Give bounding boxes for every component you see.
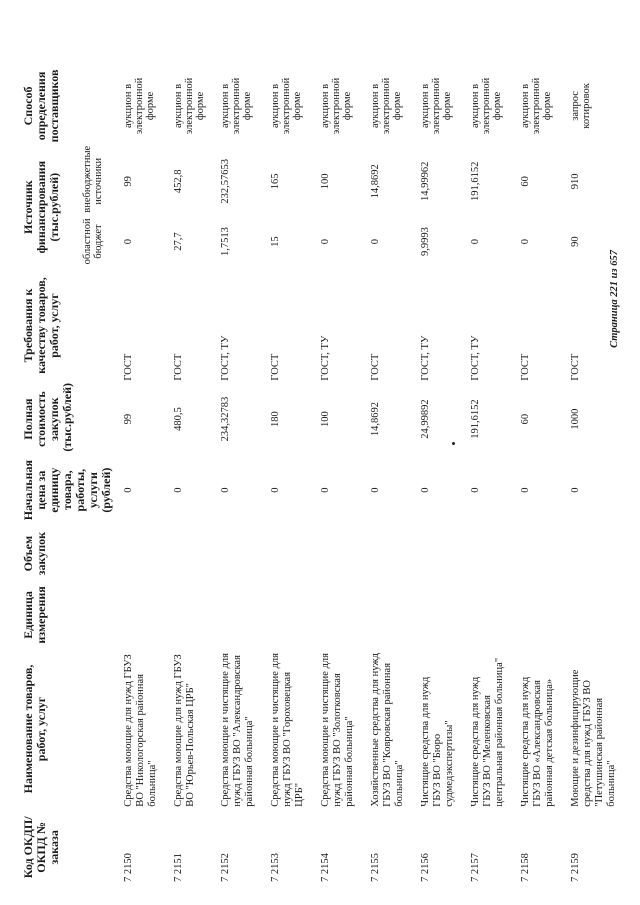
header-full-cost: Полная стоимость закупок (тыс.рублей) — [21, 382, 74, 452]
table-row — [416, 65, 466, 885]
row-unit-price: 0 — [520, 487, 531, 493]
row-funding-regional: 0 — [470, 238, 481, 245]
row-unit-price: 0 — [370, 487, 381, 493]
header-code: Код ОКДП/ ОКПД № заказа — [21, 816, 61, 879]
row-full-cost: 14,8692 — [370, 402, 381, 437]
row-unit — [119, 582, 169, 649]
row-code: 7 2155 — [370, 853, 381, 882]
row-funding-regional: 90 — [570, 236, 581, 247]
row-unit-price: 0 — [470, 487, 481, 493]
row-unit-price: 0 — [320, 487, 331, 493]
row-full-cost: 191,6152 — [470, 399, 481, 439]
row-volume — [119, 526, 169, 582]
row-method: аукцион в электронной форме — [123, 77, 156, 135]
row-funding-extra: 14,8692 — [370, 164, 381, 199]
row-unit — [316, 582, 366, 649]
header-funding: Источник финансирования (тыс.рублей) — [21, 160, 61, 254]
row-requirements: ГОСТ — [123, 353, 134, 381]
row-requirements: ГОСТ, ТУ — [420, 335, 431, 381]
table-row — [366, 65, 416, 885]
header-row — [22, 65, 80, 885]
row-volume — [216, 526, 266, 582]
table-row — [516, 65, 566, 885]
table-row — [466, 65, 516, 885]
stray-dot — [452, 442, 455, 445]
row-method: аукцион в электронной форме — [173, 77, 206, 135]
row-volume — [266, 526, 316, 582]
row-code: 7 2158 — [520, 853, 531, 882]
row-unit — [366, 582, 416, 649]
row-funding-extra: 165 — [270, 173, 281, 190]
row-full-cost: 234,32783 — [220, 396, 231, 442]
row-funding-regional: 1,7513 — [220, 227, 231, 257]
row-name: Чистящие средства для нужд ГБУЗ ВО "Бюро судмедэкспертизы" — [420, 676, 455, 807]
table-row — [566, 65, 628, 885]
row-full-cost: 1000 — [570, 408, 581, 430]
row-funding-regional: 27,7 — [173, 232, 184, 251]
row-requirements: ГОСТ — [270, 353, 281, 381]
row-name: Чистящие средства для нужд ГБУЗ ВО "Меленковская центральная районная больница" — [470, 657, 505, 807]
row-volume — [366, 526, 416, 582]
row-method: аукцион в электронной форме — [520, 77, 553, 135]
row-funding-regional: 15 — [270, 236, 281, 247]
row-full-cost: 180 — [270, 411, 281, 427]
row-name: Моющие и дезинфицирующие средства для нужд ГБУЗ ВО "Петушинская районная больница" — [570, 669, 617, 807]
row-code: 7 2159 — [570, 853, 581, 882]
header-unit-price: Начальная цена за единицу товара, работы, услуги (рублей) — [21, 460, 113, 521]
row-method: аукцион в электронной форме — [370, 77, 403, 135]
row-name: Чистящие средства для нужд ГБУЗ ВО «Александровская районная детская больница» — [520, 676, 555, 807]
header-name: Наименование товаров, работ, услуг — [21, 664, 48, 794]
table-row — [266, 65, 316, 885]
header-requirements: Требования к качеству товаров, работ, услуг — [21, 277, 61, 374]
table-row — [216, 65, 266, 885]
page-number: Страница 221 из 657 — [609, 250, 620, 348]
row-full-cost: 60 — [520, 413, 531, 425]
row-method: аукцион в электронной форме — [270, 77, 303, 135]
row-requirements: ГОСТ — [370, 353, 381, 381]
row-requirements: ГОСТ, ТУ — [470, 335, 481, 381]
row-code: 7 2152 — [220, 853, 231, 882]
row-unit — [566, 582, 628, 649]
row-unit — [216, 582, 266, 649]
row-code: 7 2156 — [420, 853, 431, 882]
row-name: Средства моющие и чистящие для нужд ГБУЗ ВО "Гороховецкая ЦРБ" — [270, 653, 305, 807]
row-funding-regional: 0 — [520, 238, 531, 245]
row-funding-extra: 191,6152 — [470, 161, 481, 201]
row-funding-extra: 232,57653 — [220, 159, 231, 204]
row-full-cost: 100 — [320, 411, 331, 427]
row-unit — [516, 582, 566, 649]
header-unit: Единица измерения — [21, 586, 48, 644]
row-name: Средства моющие для нужд ГБУЗ ВО "Никологорская районная больница" — [123, 654, 158, 807]
row-full-cost: 480,5 — [173, 407, 184, 431]
row-method: аукцион в электронной форме — [320, 77, 353, 135]
row-name: Средства моющие и чистящие для нужд ГБУЗ ВО "Александровская районная больница" — [220, 653, 255, 807]
header-method: Способ определения поставщиков — [21, 69, 61, 143]
row-requirements: ГОСТ — [520, 353, 531, 381]
row-unit-price: 0 — [173, 487, 184, 493]
procurement-table — [22, 65, 628, 885]
row-funding-extra: 99 — [123, 176, 134, 187]
header-volume: Объем закупок — [21, 531, 48, 576]
row-code: 7 2154 — [320, 853, 331, 882]
row-full-cost: 99 — [123, 413, 134, 425]
row-code: 7 2157 — [470, 853, 481, 882]
row-funding-extra: 14,99962 — [420, 161, 431, 201]
row-code: 7 2151 — [173, 853, 184, 882]
row-funding-extra: 100 — [320, 173, 331, 190]
row-unit-price: 0 — [570, 487, 581, 493]
row-volume — [566, 526, 628, 582]
row-method: аукцион в электронной форме — [420, 77, 453, 135]
row-volume — [516, 526, 566, 582]
row-funding-extra: 60 — [520, 176, 531, 187]
header-funding-regional: областной бюджет — [82, 218, 105, 265]
row-unit-price: 0 — [123, 487, 134, 493]
row-method: аукцион в электронной форме — [470, 77, 503, 135]
row-requirements: ГОСТ, ТУ — [220, 335, 231, 381]
row-volume — [416, 526, 466, 582]
row-volume — [169, 526, 216, 582]
row-unit-price: 0 — [270, 487, 281, 493]
row-name: Хозяйственные средства для нужд ГБУЗ ВО "Ковровская районная больница" — [370, 653, 405, 807]
row-method: запрос котировок — [570, 83, 592, 129]
row-unit-price: 0 — [220, 487, 231, 493]
row-unit-price: 0 — [420, 487, 431, 493]
row-method: аукцион в электронной форме — [220, 77, 253, 135]
row-funding-regional: 0 — [123, 238, 134, 245]
row-requirements: ГОСТ, ТУ — [320, 335, 331, 381]
header-funding-extra: внебюджетные источники — [82, 145, 105, 213]
row-code: 7 2153 — [270, 853, 281, 882]
table-row — [119, 65, 169, 885]
table-row — [169, 65, 216, 885]
row-name: Средства моющие и чистящие для нужд ГБУЗ ВО "Золотковская районная больница" — [320, 653, 355, 807]
row-unit — [416, 582, 466, 649]
row-funding-regional: 0 — [320, 238, 331, 245]
row-funding-extra: 910 — [570, 173, 581, 190]
row-funding-extra: 452,8 — [173, 169, 184, 194]
row-volume — [466, 526, 516, 582]
row-name: Средства моющие для нужд ГБУЗ ВО "Юрьев-Польская ЦРБ" — [173, 654, 196, 807]
row-unit — [266, 582, 316, 649]
row-funding-regional: 9,9993 — [420, 227, 431, 257]
table-row — [316, 65, 366, 885]
row-volume — [316, 526, 366, 582]
row-funding-regional: 0 — [370, 238, 381, 245]
row-unit — [466, 582, 516, 649]
row-requirements: ГОСТ — [570, 353, 581, 381]
row-full-cost: 24,99892 — [420, 399, 431, 439]
row-unit — [169, 582, 216, 649]
row-code: 7 2150 — [123, 853, 134, 882]
row-requirements: ГОСТ — [173, 353, 184, 381]
